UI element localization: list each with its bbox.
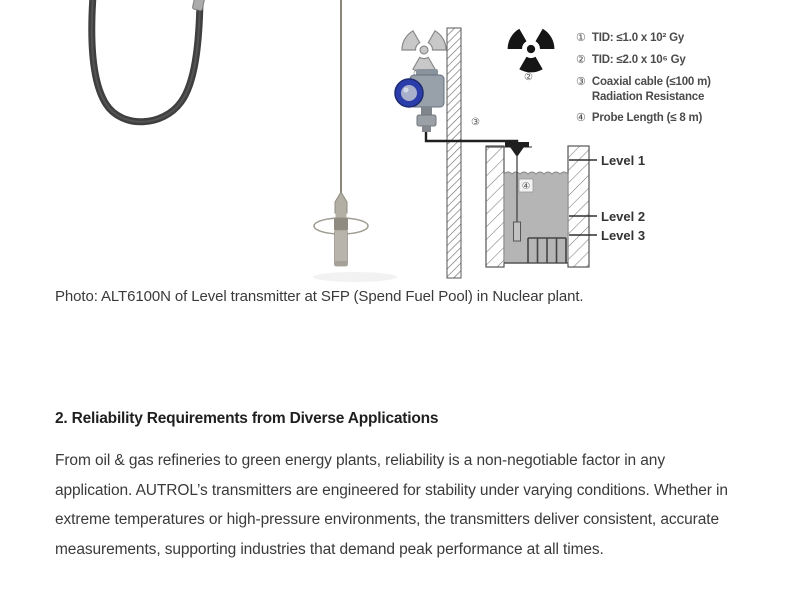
section-body: From oil & gas refineries to green energy plants, reliability is a non-negotiable factor in any application. AUTROL’s transmitters are engineered for stability under varying conditions. Whether in extreme temperatures or high-pressure environments, the transmitters deliver consistent, accurate measurements, supporting industries that demand peak performance at all times. (55, 452, 728, 558)
pool-water (504, 172, 568, 263)
coaxial-cable-photo (92, 0, 206, 122)
level-label: Level 1 (601, 153, 646, 168)
marker-3: ③ (471, 117, 480, 128)
marker-4: ④ (521, 181, 531, 192)
pool-wall-right (568, 146, 589, 267)
photo-shadow (313, 272, 397, 282)
legend-item (576, 75, 761, 104)
concrete-wall (447, 28, 461, 278)
legend-item (576, 31, 761, 46)
probe-weight (514, 222, 521, 241)
level-label: Level 3 (601, 228, 646, 243)
probe-sensor-photo (313, 192, 397, 282)
level-label: Level 2 (601, 209, 646, 224)
marker-2: ② (524, 72, 533, 83)
legend-marker: ③ (576, 76, 586, 88)
probe-head (505, 142, 529, 147)
legend-item (576, 53, 761, 68)
legend-marker: ② (576, 54, 586, 66)
legend-text: Coaxial cable (≤100 m) (591, 76, 711, 88)
cable-connector (192, 0, 206, 11)
transmitter-device (395, 69, 444, 132)
legend-item (576, 111, 761, 126)
legend-text: Probe Length (≤ 8 m) (591, 112, 703, 124)
section-heading: 2. Reliability Requirements from Diverse Applications (55, 410, 439, 427)
legend-text: TID: ≤2.0 x 10⁶ Gy (591, 54, 686, 66)
diagram-legend (576, 31, 761, 133)
pool-wall-left (486, 146, 504, 267)
legend-marker: ④ (576, 112, 586, 124)
figure-photo-and-diagram (0, 0, 800, 285)
legend-text-line2: Radiation Resistance (591, 91, 705, 103)
legend-marker: ① (576, 32, 586, 44)
coaxial-cable-line (426, 132, 517, 147)
photo-caption: Photo: ALT6100N of Level transmitter at SFP (Spend Fuel Pool) in Nuclear plant. (55, 288, 584, 305)
legend-text: TID: ≤1.0 x 10² Gy (591, 32, 685, 44)
